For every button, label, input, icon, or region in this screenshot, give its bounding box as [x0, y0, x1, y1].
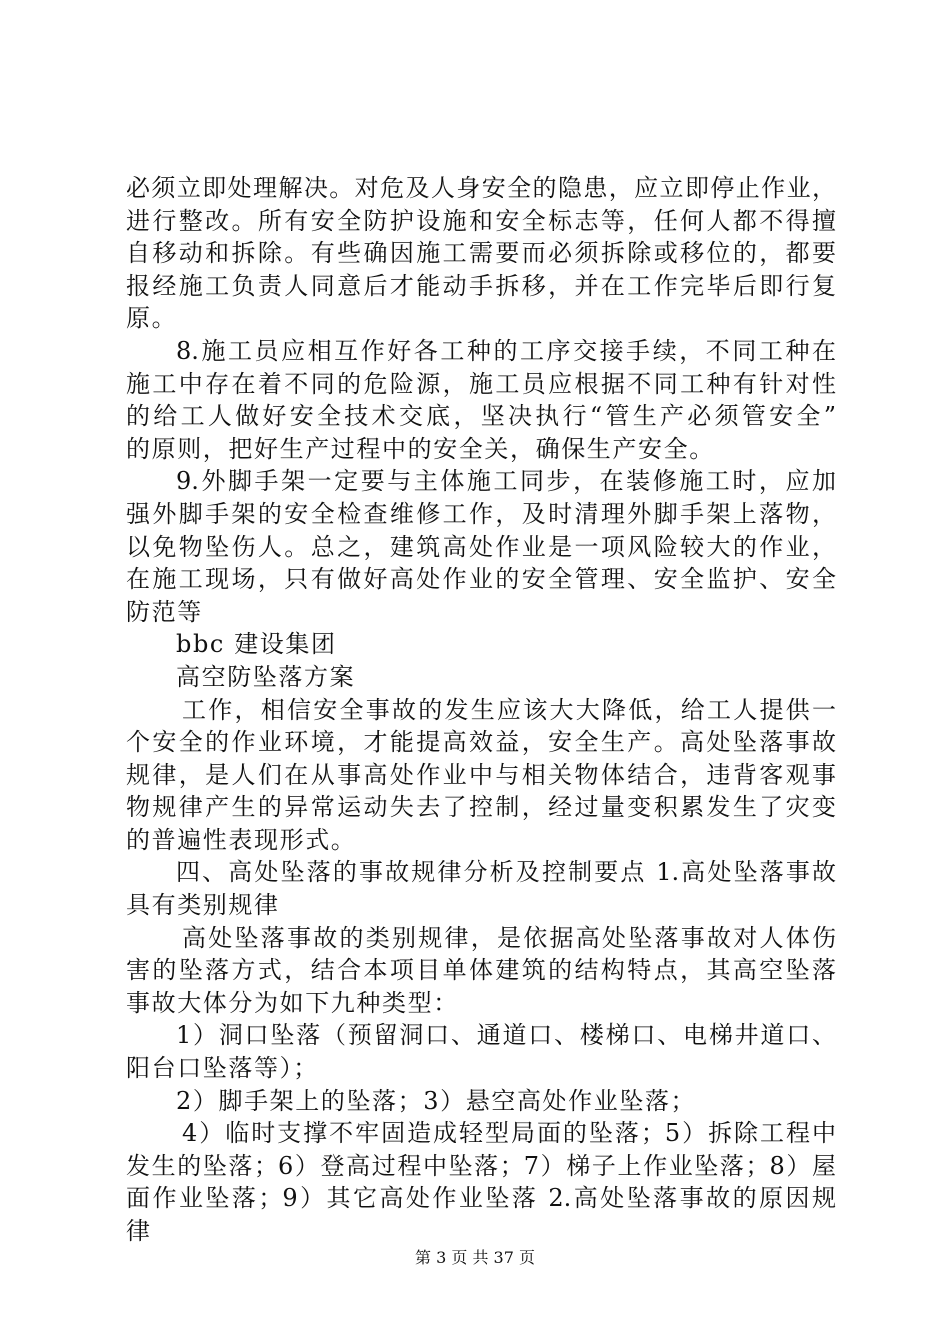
text-line: 以免物坠伤人。总之，建筑高处作业是一项风险较大的作业， [126, 532, 836, 561]
text-line: 害的坠落方式，结合本项目单体建筑的结构特点，其高空坠落 [126, 956, 836, 985]
text-line: 个安全的作业环境，才能提高效益，安全生产。高处坠落事故 [126, 728, 836, 757]
text-line: 事故大体分为如下九种类型： [126, 988, 459, 1017]
text-line: 高处坠落事故的类别规律，是依据高处坠落事故对人体伤 [182, 923, 836, 952]
text-line: 的给工人做好安全技术交底，坚决执行“管生产必须管安全” [126, 402, 836, 431]
text-line: 2）脚手架上的坠落；3）悬空高处作业坠落； [176, 1086, 697, 1115]
text-line: 发生的坠落；6）登高过程中坠落；7）梯子上作业坠落；8）屋 [126, 1151, 836, 1180]
text-line: 具有类别规律 [126, 891, 280, 920]
text-line: 强外脚手架的安全检查维修工作，及时清理外脚手架上落物， [126, 499, 836, 528]
text-line: 9.外脚手架一定要与主体施工同步，在装修施工时，应加 [176, 467, 836, 496]
text-line: 的原则，把好生产过程中的安全关，确保生产安全。 [126, 434, 715, 463]
text-line: 物规律产生的异常运动失去了控制，经过量变积累发生了灾变 [126, 793, 836, 822]
text-line: 报经施工负责人同意后才能动手拆移，并在工作完毕后即行复 [126, 271, 836, 300]
text-line: 原。 [126, 304, 178, 333]
text-line: 自移动和拆除。有些确因施工需要而必须拆除或移位的，都要 [126, 239, 836, 268]
text-line: 在施工现场，只有做好高处作业的安全管理、安全监护、安全 [126, 565, 836, 594]
text-line: 工作，相信安全事故的发生应该大大降低，给工人提供一 [182, 695, 836, 724]
text-line: 阳台口坠落等）； [126, 1054, 319, 1083]
text-line: 进行整改。所有安全防护设施和安全标志等，任何人都不得擅 [126, 206, 836, 235]
text-line: 8.施工员应相互作好各工种的工序交接手续，不同工种在 [176, 336, 836, 365]
text-line: 施工中存在着不同的危险源，施工员应根据不同工种有针对性 [126, 369, 836, 398]
text-line: 四、高处坠落的事故规律分析及控制要点 1.高处坠落事故 [176, 858, 836, 887]
text-line: 1）洞口坠落（预留洞口、通道口、楼梯口、电梯井道口、 [176, 1021, 836, 1050]
page-footer: 第 3 页 共 37 页 [415, 1248, 535, 1267]
text-line: 律 [126, 1217, 152, 1245]
text-line: 高空防坠落方案 [176, 662, 356, 691]
text-line: 的普遍性表现形式。 [126, 825, 357, 854]
text-line: 规律，是人们在从事高处作业中与相关物体结合，违背客观事 [126, 760, 836, 789]
text-line: 防范等 [126, 597, 203, 626]
text-line: 4）临时支撑不牢固造成轻型局面的坠落；5）拆除工程中 [182, 1119, 836, 1148]
text-line: 必须立即处理解决。对危及人身安全的隐患，应立即停止作业， [126, 174, 836, 202]
document-body [126, 172, 836, 1248]
text-line: 面作业坠落；9）其它高处作业坠落 2.高处坠落事故的原因规 [126, 1184, 836, 1213]
text-line: bbc 建设集团 [176, 630, 337, 659]
